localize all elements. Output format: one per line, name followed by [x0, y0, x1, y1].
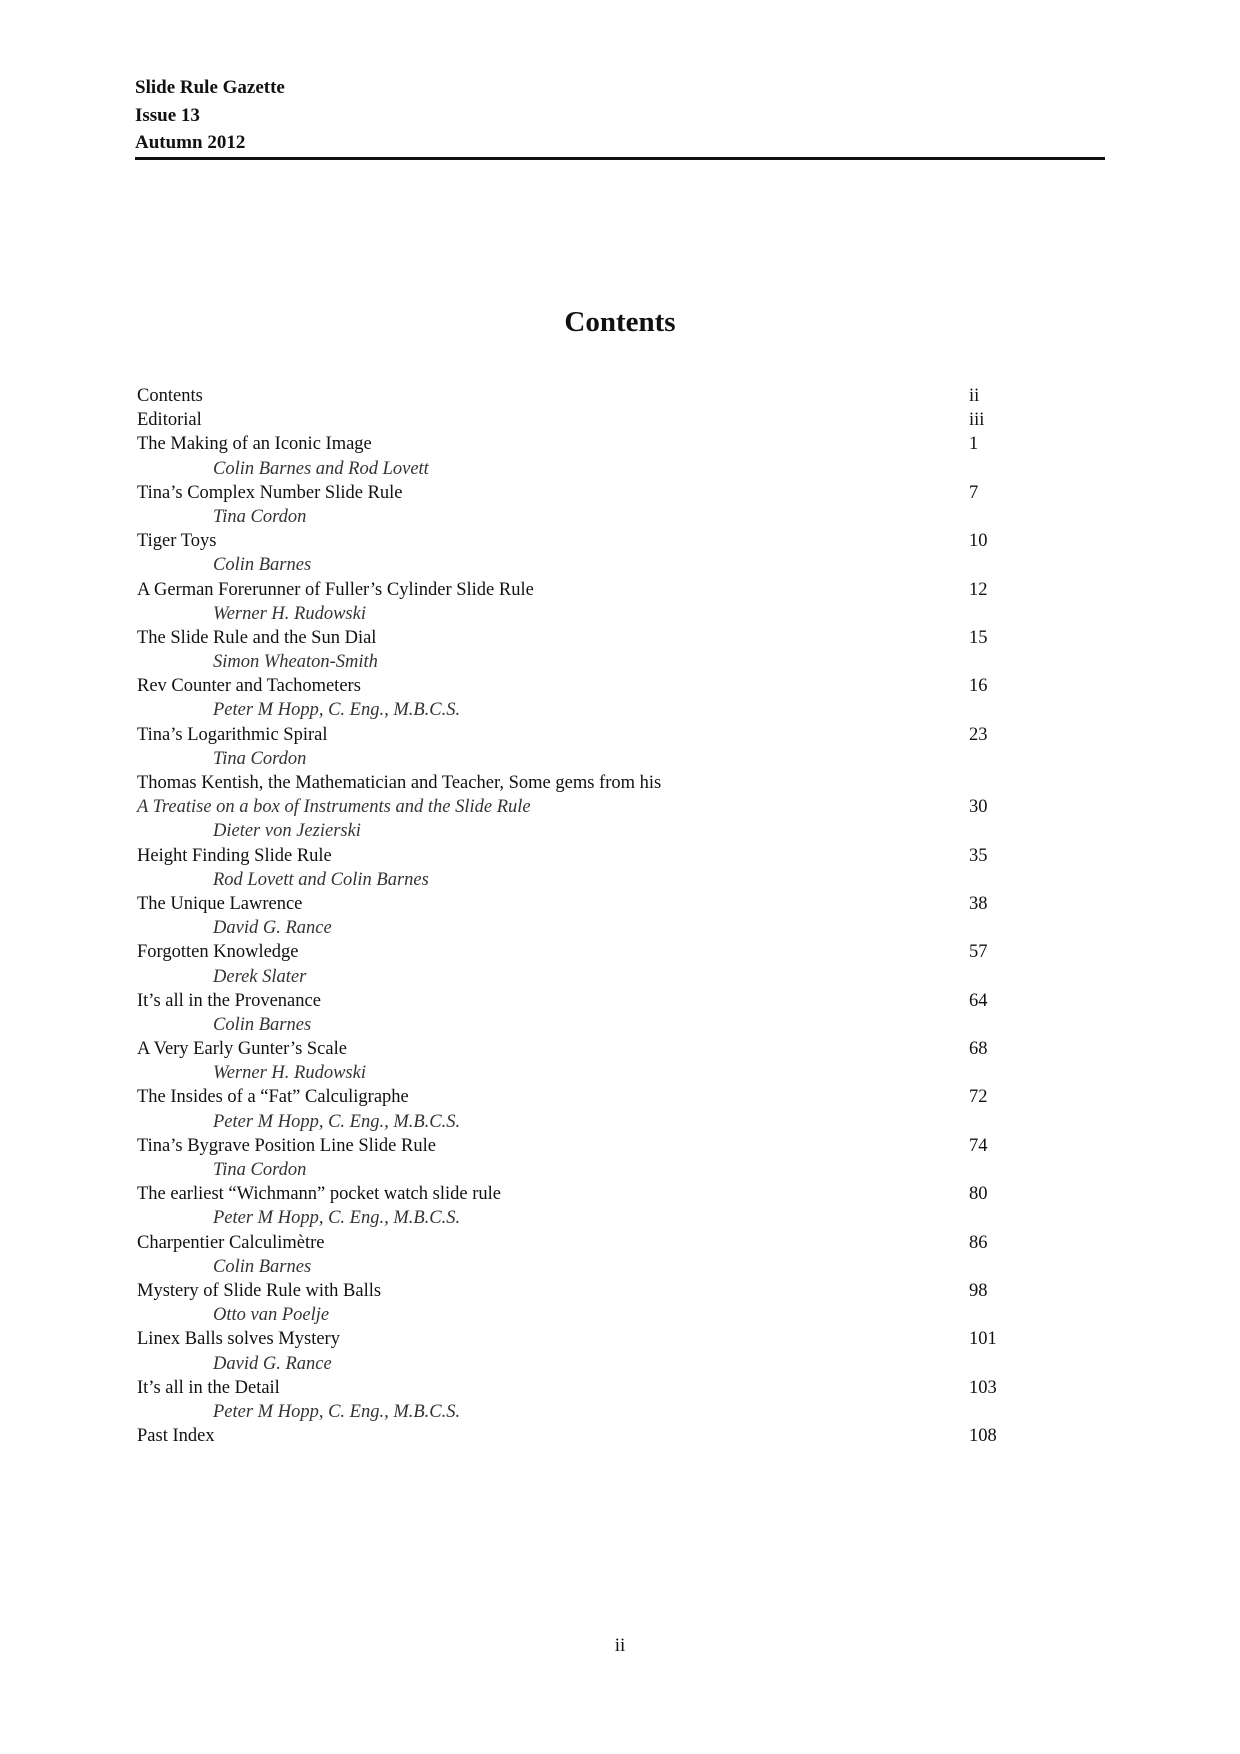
toc-entry-row	[137, 1279, 1037, 1303]
toc-author: Rod Lovett and Colin Barnes	[213, 869, 429, 890]
toc-entry-title[interactable]: Past Index	[137, 1426, 215, 1447]
toc-entry-title[interactable]: A Very Early Gunter’s Scale	[137, 1039, 347, 1060]
issue-season: Autumn 2012	[135, 132, 246, 153]
toc-entry-row	[137, 1134, 1037, 1158]
toc-author-row	[137, 819, 1037, 843]
toc-entry-page: 23	[969, 724, 988, 745]
toc-entry-row	[137, 432, 1037, 456]
toc-entry-page: 38	[969, 893, 988, 914]
toc-entry-title[interactable]: Tina’s Complex Number Slide Rule	[137, 482, 403, 503]
page-title: Contents	[564, 306, 676, 338]
toc-entry-page: 12	[969, 579, 988, 600]
toc-entry-row	[137, 384, 1037, 408]
toc-entry-page: 98	[969, 1280, 988, 1301]
toc-entry-title[interactable]: Tiger Toys	[137, 531, 217, 552]
toc-entry-row	[137, 1231, 1037, 1255]
toc-entry-row	[137, 795, 1037, 819]
toc-entry-title[interactable]: Rev Counter and Tachometers	[137, 676, 361, 697]
toc-entry-title[interactable]: Linex Balls solves Mystery	[137, 1329, 340, 1350]
toc-entry-page: 80	[969, 1184, 988, 1205]
toc-entry-page: iii	[969, 410, 985, 431]
toc-author: Peter M Hopp, C. Eng., M.B.C.S.	[213, 1401, 461, 1422]
toc-entry-title[interactable]: Forgotten Knowledge	[137, 942, 299, 963]
toc-author-row	[137, 747, 1037, 771]
toc-entry-title[interactable]: It’s all in the Detail	[137, 1377, 280, 1398]
toc-entry-row	[137, 1424, 1037, 1448]
toc-entry-page: 7	[969, 482, 979, 503]
toc-entry-title[interactable]: A German Forerunner of Fuller’s Cylinder Slide Rule	[137, 579, 534, 600]
toc-entry-title[interactable]: The Unique Lawrence	[137, 893, 303, 914]
toc-entry-page: 74	[969, 1135, 988, 1156]
toc-entry-row	[137, 723, 1037, 747]
toc-author: Simon Wheaton-Smith	[213, 652, 378, 673]
toc-author-row	[137, 1206, 1037, 1230]
issue-number: Issue 13	[135, 104, 200, 126]
toc-entry-title[interactable]: Height Finding Slide Rule	[137, 845, 332, 866]
toc-entry-title[interactable]: Tina’s Logarithmic Spiral	[137, 724, 328, 745]
toc-entry-page: 30	[969, 797, 988, 818]
toc-author-row	[137, 1158, 1037, 1182]
toc-entry-title[interactable]: Mystery of Slide Rule with Balls	[137, 1280, 382, 1301]
toc-author-row	[137, 965, 1037, 989]
toc-author: Werner H. Rudowski	[213, 1063, 366, 1084]
toc-entry-row	[137, 626, 1037, 650]
header-divider	[135, 157, 1105, 160]
toc-author: Tina Cordon	[213, 748, 307, 769]
toc-author-row	[137, 650, 1037, 674]
toc-author-row	[137, 1013, 1037, 1037]
toc-entry-title[interactable]: The earliest “Wichmann” pocket watch slide rule	[137, 1184, 501, 1205]
toc-entry-page: 103	[969, 1377, 997, 1398]
toc-author: Werner H. Rudowski	[213, 603, 366, 624]
toc-author: Dieter von Jezierski	[213, 821, 361, 842]
toc-entry-title[interactable]: The Making of an Iconic Image	[137, 434, 372, 455]
toc-entry-page: 68	[969, 1039, 988, 1060]
toc-entry-row	[137, 1376, 1037, 1400]
toc-entry-row	[137, 940, 1037, 964]
toc-entry-row	[137, 771, 1037, 795]
toc-author: Derek Slater	[213, 966, 307, 987]
toc-author: David G. Rance	[213, 918, 332, 939]
toc-entry-row	[137, 529, 1037, 553]
toc-author-row	[137, 602, 1037, 626]
toc-author-row	[137, 868, 1037, 892]
toc-entry-row	[137, 989, 1037, 1013]
toc-author-row	[137, 457, 1037, 481]
toc-author: Tina Cordon	[213, 1160, 307, 1180]
toc-entry-title[interactable]: Editorial	[137, 410, 202, 431]
toc-entry-row	[137, 892, 1037, 916]
toc-author: Otto van Poelje	[213, 1305, 330, 1326]
toc-author: Colin Barnes	[213, 1256, 312, 1277]
toc-author: Colin Barnes and Rod Lovett	[213, 458, 429, 479]
toc-entry-row	[137, 481, 1037, 505]
toc-author: Tina Cordon	[213, 506, 307, 527]
toc-author-row	[137, 553, 1037, 577]
toc-author-row	[137, 1061, 1037, 1085]
toc-entry-row	[137, 1327, 1037, 1351]
toc-author: Peter M Hopp, C. Eng., M.B.C.S.	[213, 700, 461, 721]
toc-author-row	[137, 698, 1037, 722]
toc-entry-title[interactable]: The Insides of a “Fat” Calculigraphe	[137, 1087, 409, 1108]
toc-entry-page: 16	[969, 676, 988, 697]
toc-entry-page: 10	[969, 531, 988, 552]
toc-entry-row	[137, 1037, 1037, 1061]
toc-entry-page: ii	[969, 386, 980, 406]
toc-author-row	[137, 1110, 1037, 1134]
toc-entry-page: 72	[969, 1087, 988, 1108]
toc-entry-row	[137, 408, 1037, 432]
table-of-contents	[137, 384, 1037, 1448]
toc-author: Peter M Hopp, C. Eng., M.B.C.S.	[213, 1208, 461, 1229]
toc-author: Peter M Hopp, C. Eng., M.B.C.S.	[213, 1111, 461, 1132]
gazette-header	[135, 74, 1105, 157]
toc-author-row	[137, 505, 1037, 529]
toc-author-row	[137, 1352, 1037, 1376]
toc-entry-page: 15	[969, 627, 988, 648]
toc-author-row	[137, 1303, 1037, 1327]
toc-author: Colin Barnes	[213, 555, 312, 576]
toc-entry-row	[137, 578, 1037, 602]
toc-author: David G. Rance	[213, 1353, 332, 1374]
toc-author: Colin Barnes	[213, 1014, 312, 1035]
toc-entry-page: 1	[969, 434, 979, 455]
toc-entry-row	[137, 674, 1037, 698]
publication-name: Slide Rule Gazette	[135, 77, 285, 98]
toc-entry-page: 108	[969, 1426, 997, 1447]
toc-entry-title[interactable]: It’s all in the Provenance	[137, 990, 321, 1011]
toc-entry-title[interactable]: The Slide Rule and the Sun Dial	[137, 627, 377, 648]
toc-entry-row	[137, 1085, 1037, 1109]
footer-page-number: ii	[614, 1635, 626, 1656]
toc-entry-page: 86	[969, 1232, 988, 1253]
toc-entry-page: 101	[969, 1329, 997, 1350]
toc-entry-title[interactable]: Charpentier Calculimètre	[137, 1232, 325, 1253]
toc-author-row	[137, 1400, 1037, 1424]
toc-author-row	[137, 916, 1037, 940]
toc-entry-row	[137, 844, 1037, 868]
toc-author-row	[137, 1255, 1037, 1279]
toc-entry-title[interactable]: Tina’s Bygrave Position Line Slide Rule	[137, 1135, 436, 1156]
toc-entry-page: 64	[969, 990, 988, 1011]
toc-entry-row	[137, 1182, 1037, 1206]
toc-entry-title[interactable]: Thomas Kentish, the Mathematician and Teacher, Some gems from his	[137, 773, 662, 793]
toc-entry-title[interactable]: Contents	[137, 386, 203, 406]
toc-entry-title[interactable]: A Treatise on a box of Instruments and the Slide Rule	[137, 797, 531, 818]
toc-entry-page: 57	[969, 942, 988, 963]
toc-entry-page: 35	[969, 845, 988, 866]
